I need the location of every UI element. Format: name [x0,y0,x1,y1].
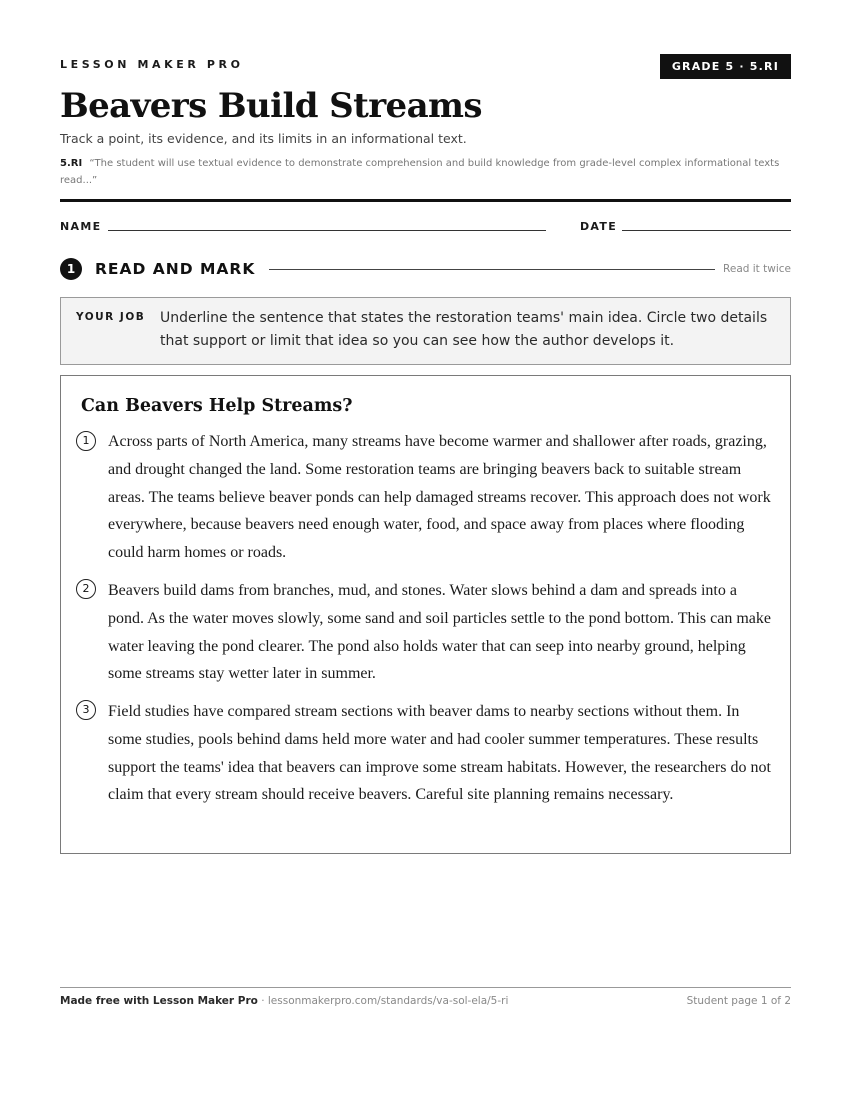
footer-separator: · [257,995,268,1007]
name-field-line[interactable] [108,230,546,231]
your-job-instructions: Underline the sentence that states the restoration teams' main idea. Circle two details that support or limit that idea so you can see how the author develops it. [160,310,768,349]
standard-text: “The student will use textual evidence to demonstrate comprehension and build knowledge from grade-level complex informational texts read...” [60,158,780,186]
paragraph-number-2: 2 [76,579,96,599]
reading-passage [60,375,791,854]
page-subtitle: Track a point, its evidence, and its limits in an informational text. [60,131,467,146]
your-job-box [60,297,791,365]
page-title: Beavers Build Streams [60,86,482,126]
section-divider [269,269,715,270]
footer-divider [60,987,791,988]
paragraph-2: Beavers build dams from branches, mud, and stones. Water slows behind a dam and spreads into a pond. As the water moves slowly, some sand and soil particles settle to the pond bottom. This can make water leaving the pond clearer. The pond also holds water that can seep into nearby ground, helping some streams stay wetter later in summer. [108,582,771,683]
paragraph-number-3: 3 [76,700,96,720]
passage-title: Can Beavers Help Streams? [81,396,353,416]
standard-code: 5.RI [60,158,83,169]
standard-statement [60,155,791,189]
paragraph-number-1: 1 [76,431,96,451]
header-divider [60,199,791,202]
worksheet-page [60,0,791,1100]
date-field-line[interactable] [622,230,791,231]
brand-name: LESSON MAKER PRO [60,58,244,71]
paragraph-3: Field studies have compared stream sections with beaver dams to nearby sections without them. In some studies, pools behind dams held more water and had cooler summer temperatures. These results support the teams' idea that beavers can improve some stream habitats. However, the researchers do not claim that every stream should receive beavers. Careful site planning remains necessary. [108,703,771,804]
your-job-label: YOUR JOB [76,311,146,323]
footer-url-link[interactable]: lessonmakerpro.com/standards/va-sol-ela/5-ri [267,995,509,1007]
section-number-badge: 1 [60,258,82,280]
section-title: READ AND MARK [95,260,256,278]
grade-badge: GRADE 5 · 5.RI [660,54,791,79]
paragraph-1: Across parts of North America, many streams have become warmer and shallower after roads, grazing, and drought changed the land. Some restoration teams are bringing beavers back to suitable stream areas. The teams believe beaver ponds can help damaged streams recover. This approach does not work everywhere, because beavers need enough water, food, and space away from places where flooding could harm homes or roads. [108,433,771,562]
name-label: NAME [60,220,102,233]
footer-made-with: Made free with Lesson Maker Pro [60,995,258,1007]
footer-page-label: Student page 1 of 2 [686,995,791,1007]
footer-credit [60,995,508,1007]
date-label: DATE [580,220,618,233]
section-note: Read it twice [723,263,791,275]
